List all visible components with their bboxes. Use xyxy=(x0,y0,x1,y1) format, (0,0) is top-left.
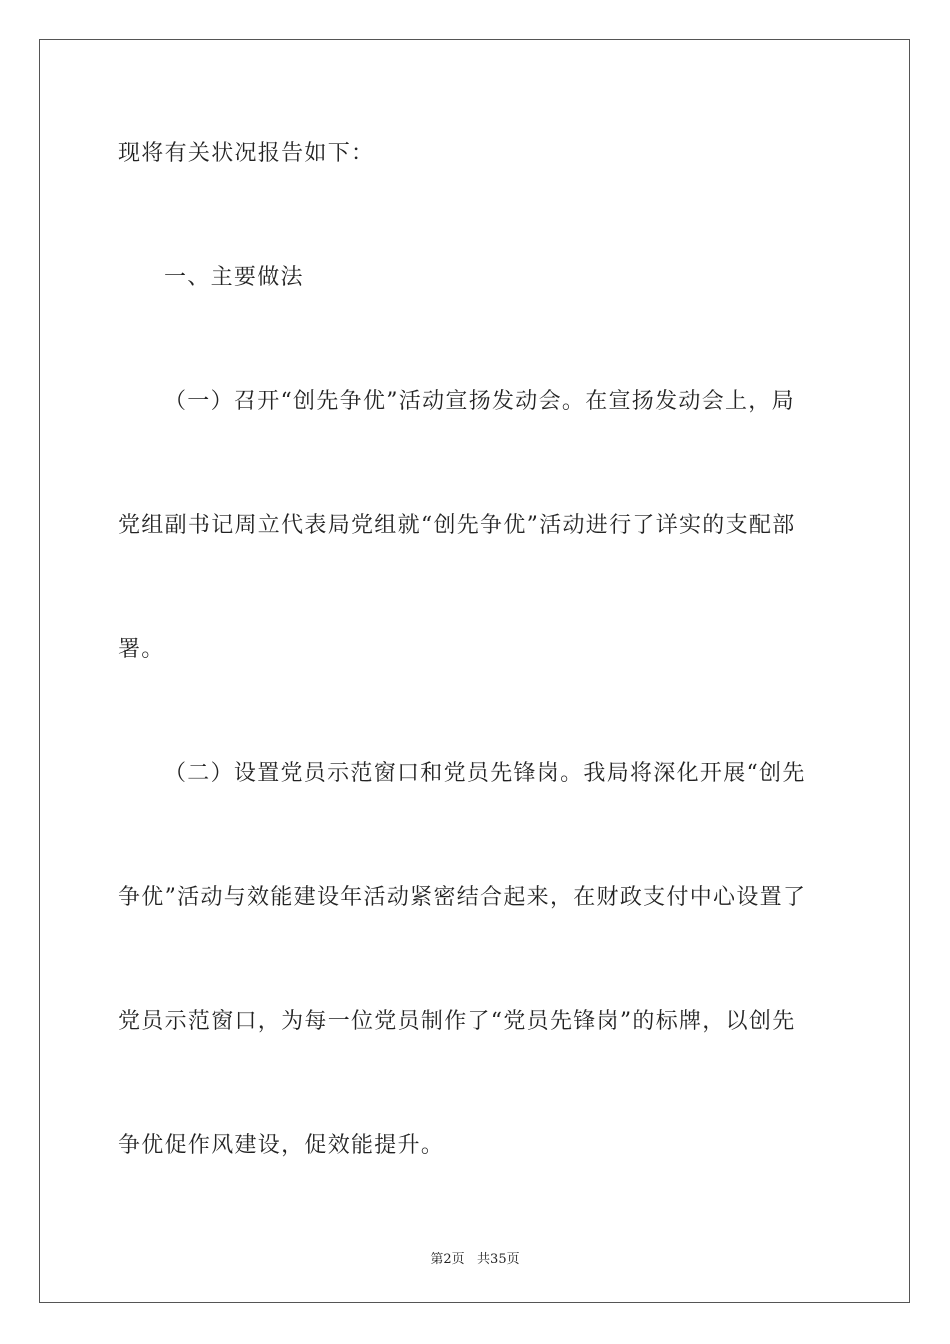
text-line-intro: 现将有关状况报告如下： xyxy=(118,141,375,166)
paragraph-2-line-2: 争优”活动与效能建设年活动紧密结合起来，在财政支付中心设置了 xyxy=(118,885,807,910)
paragraph-1-line-3: 署。 xyxy=(118,637,165,662)
paragraph-2-line-4: 争优促作风建设，促效能提升。 xyxy=(118,1133,445,1158)
paragraph-1-line-1: （一）召开“创先争优”活动宣扬发动会。在宣扬发动会上，局 xyxy=(164,389,795,414)
paragraph-2-line-1: （二）设置党员示范窗口和党员先锋岗。我局将深化开展“创先 xyxy=(164,761,806,786)
page-number-footer: 第2页 共35页 xyxy=(430,1252,520,1267)
section-heading: 一、主要做法 xyxy=(164,265,304,290)
paragraph-1-line-2: 党组副书记周立代表局党组就“创先争优”活动进行了详实的支配部 xyxy=(118,513,796,538)
paragraph-2-line-3: 党员示范窗口，为每一位党员制作了“党员先锋岗”的标牌，以创先 xyxy=(118,1009,796,1034)
page-border xyxy=(39,39,910,1303)
